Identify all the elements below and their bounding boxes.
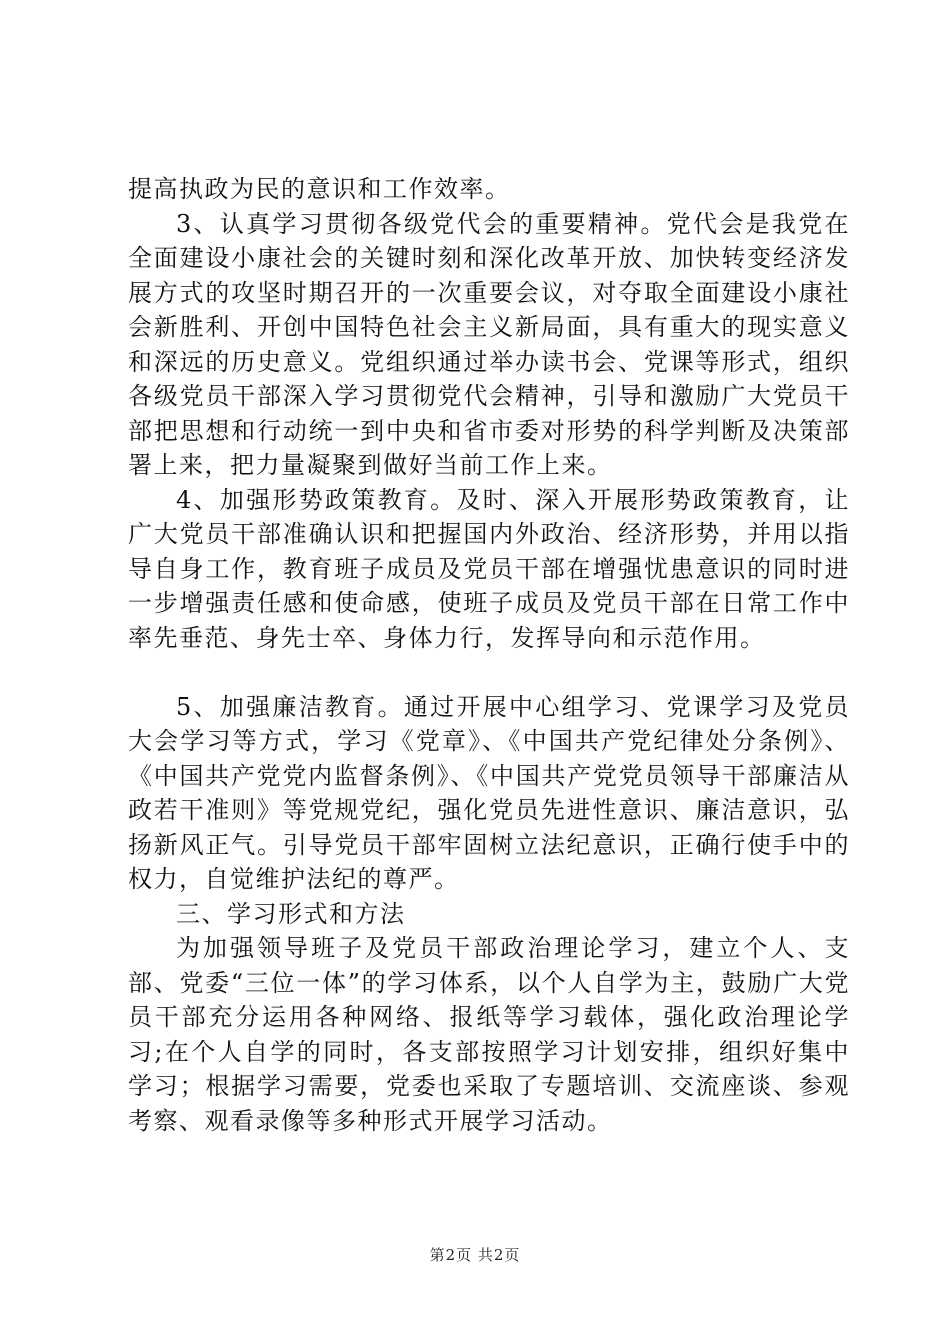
paragraph-item-5: 5、加强廉洁教育。通过开展中心组学习、党课学习及党员大会学习等方式，学习《党章》、《中国共产党纪律处分条例》、《中国共产党党内监督条例》、《中国共产党党员领导干部廉洁从政若干准则》等党规党纪，强化党员先进性意识、廉洁意识，弘扬新风正气。引导党员干部牢固树立法纪意识，正确行使手中的权力，自觉维护法纪的尊严。 <box>128 692 850 893</box>
paragraph-item-3: 3、认真学习贯彻各级党代会的重要精神。党代会是我党在全面建设小康社会的关键时刻和深化改革开放、加快转变经济发展方式的攻坚时期召开的一次重要会议，对夺取全面建设小康社会新胜利、开创中国特色社会主义新局面，具有重大的现实意义和深远的历史意义。党组织通过举办读书会、党课等形式，组织各级党员干部深入学习贯彻党代会精神，引导和激励广大党员干部把思想和行动统一到中央和省市委对形势的科学判断及决策部署上来，把力量凝聚到做好当前工作上来。 <box>128 209 850 479</box>
section-heading: 三、学习形式和方法 <box>176 899 406 928</box>
paragraph-spacer <box>128 655 850 690</box>
paragraph-item-4: 4、加强形势政策教育。及时、深入开展形势政策教育，让广大党员干部准确认识和把握国内外政治、经济形势，并用以指导自身工作，教育班子成员及党员干部在增强忧患意识的同时进一步增强责任感和使命感，使班子成员及党员干部在日常工作中率先垂范、身先士卒、身体力行，发挥导向和示范作用。 <box>128 485 850 652</box>
page-number: 第2页 共2页 <box>429 1246 521 1264</box>
paragraph-methods: 为加强领导班子及党员干部政治理论学习，建立个人、支部、党委“三位一体”的学习体系，以个人自学为主，鼓励广大党员干部充分运用各种网络、报纸等学习载体，强化政治理论学习;在个人自学的同时，各支部按照学习计划安排，组织好集中学习；根据学习需要，党委也采取了专题培训、交流座谈、参观考察、观看录像等多种形式开展学习活动。 <box>128 934 850 1135</box>
paragraph-continuation: 提高执政为民的意识和工作效率。 <box>128 175 511 203</box>
document-body <box>128 172 850 1138</box>
